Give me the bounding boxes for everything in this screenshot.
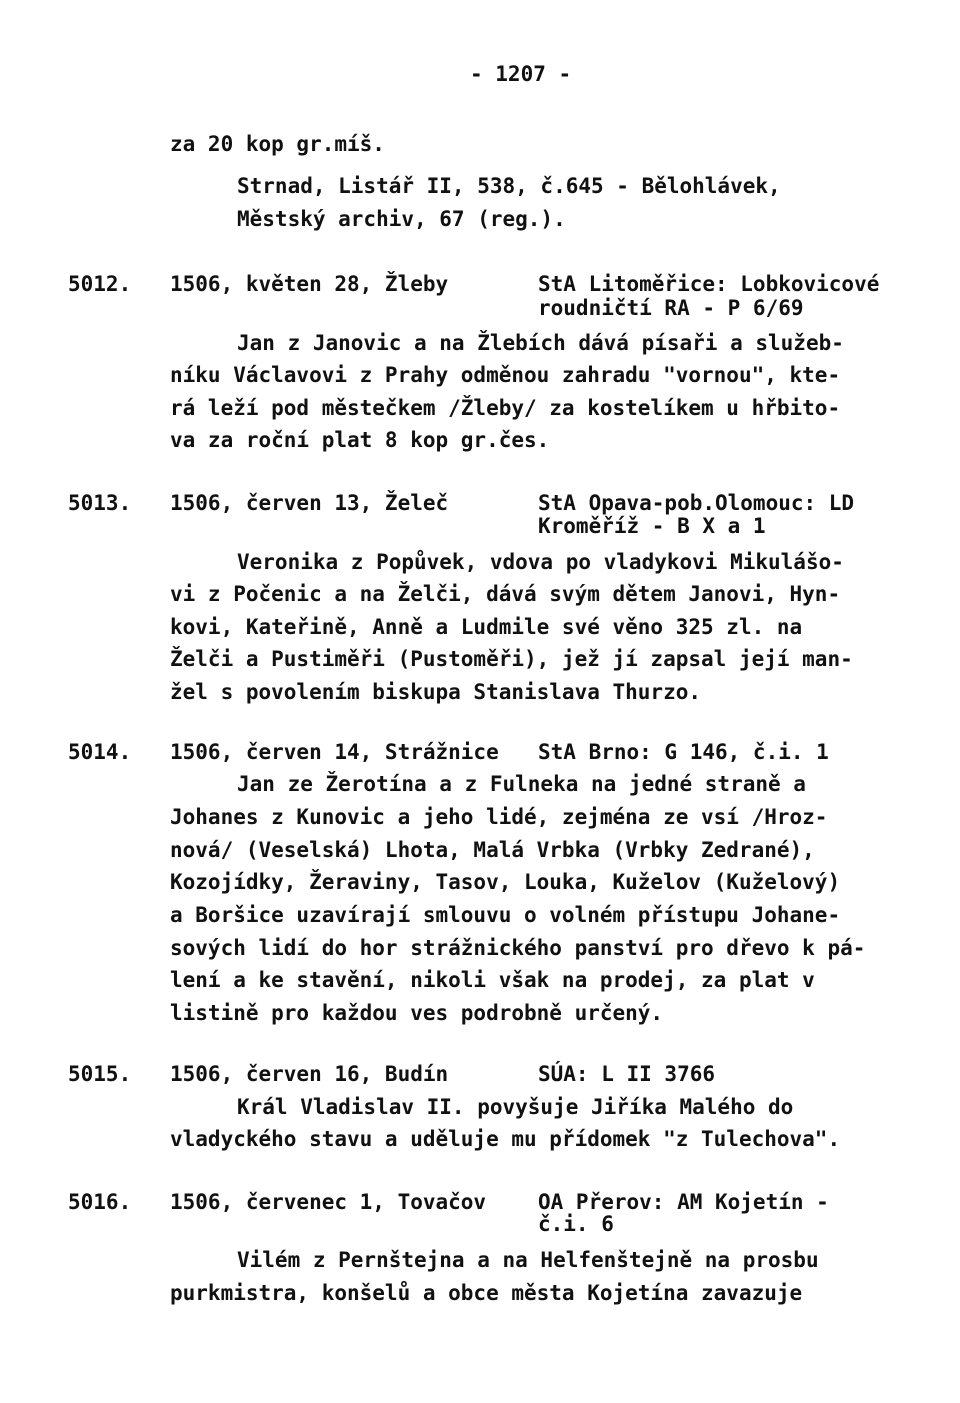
entry-date-place: 1506, červen 13, Želeč <box>170 491 449 515</box>
entry-text-line: sových lidí do hor strážnického panství pro dřevo k pá- <box>170 936 866 960</box>
entry-text-line: Želči a Pustiměři (Pustoměři), jež jí zapsal její man- <box>170 647 853 671</box>
entry-source: OA Přerov: AM Kojetín - <box>538 1190 829 1214</box>
entry-text-line: a Boršice uzavírají smlouvu o volném přístupu Johane- <box>170 903 841 927</box>
entry-text-line: kovi, Kateřině, Anně a Ludmile své věno 325 zl. na <box>170 615 803 639</box>
intro-line: Městský archiv, 67 (reg.). <box>237 207 566 231</box>
intro-line: Strnad, Listář II, 538, č.645 - Bělohlávek, <box>237 174 781 198</box>
entry-date-place: 1506, červen 16, Budín <box>170 1062 449 1086</box>
entry-text-line: Johanes z Kunovic a jeho lidé, zejména ze vsí /Hroz- <box>170 805 828 829</box>
entry-number: 5016. <box>68 1190 132 1214</box>
entry-text-line: vi z Počenic a na Želči, dává svým dětem Janovi, Hyn- <box>170 582 841 606</box>
entry-source: Kroměříž - B X a 1 <box>538 514 766 538</box>
entry-number: 5014. <box>68 740 132 764</box>
entry-text-line: Jan ze Žerotína a z Fulneka na jedné straně a <box>237 772 806 796</box>
entry-text-line: Veronika z Popůvek, vdova po vladykovi Mikulášo- <box>237 550 844 574</box>
entry-date-place: 1506, červen 14, Strážnice <box>170 740 499 764</box>
entry-text-line: Král Vladislav II. povyšuje Jiříka Malého do <box>237 1095 794 1119</box>
entry-text-line: Vilém z Pernštejna a na Helfenštejně na prosbu <box>237 1248 819 1272</box>
entry-source: StA Brno: G 146, č.i. 1 <box>538 740 829 764</box>
entry-text-line: žel s povolením biskupa Stanislava Thurzo. <box>170 680 702 704</box>
intro-line: za 20 kop gr.míš. <box>170 132 385 156</box>
entry-text-line: lení a ke stavění, nikoli však na prodej, za plat v <box>170 968 815 992</box>
entry-number: 5012. <box>68 272 132 296</box>
entry-text-line: vladyckého stavu a uděluje mu přídomek "z Tulechova". <box>170 1127 841 1151</box>
entry-source: StA Litoměřice: Lobkovicové <box>538 272 880 296</box>
entry-source: č.i. 6 <box>538 1212 614 1236</box>
entry-text-line: níku Václavovi z Prahy odměnou zahradu "vornou", kte- <box>170 363 841 387</box>
entry-text-line: Jan z Janovic a na Žlebích dává písaři a služeb- <box>237 331 844 355</box>
entry-number: 5015. <box>68 1062 132 1086</box>
entry-text-line: Kozojídky, Žeraviny, Tasov, Louka, Kuželov (Kuželový) <box>170 870 841 894</box>
entry-text-line: va za roční plat 8 kop gr.čes. <box>170 428 550 452</box>
entry-number: 5013. <box>68 491 132 515</box>
entry-source: SÚA: L II 3766 <box>538 1062 716 1086</box>
entry-source: StA Opava-pob.Olomouc: LD <box>538 491 855 515</box>
entry-text-line: purkmistra, konšelů a obce města Kojetína zavazuje <box>170 1281 803 1305</box>
entry-text-line: nová/ (Veselská) Lhota, Malá Vrbka (Vrbky Zedrané), <box>170 838 815 862</box>
entry-date-place: 1506, červenec 1, Tovačov <box>170 1190 487 1214</box>
page-number: - 1207 - <box>470 62 572 86</box>
entry-text-line: rá leží pod městečkem /Žleby/ za kostelíkem u hřbito- <box>170 396 841 420</box>
entry-date-place: 1506, květen 28, Žleby <box>170 272 449 296</box>
entry-text-line: listině pro každou ves podrobně určený. <box>170 1001 664 1025</box>
entry-source: roudničtí RA - P 6/69 <box>538 296 804 320</box>
